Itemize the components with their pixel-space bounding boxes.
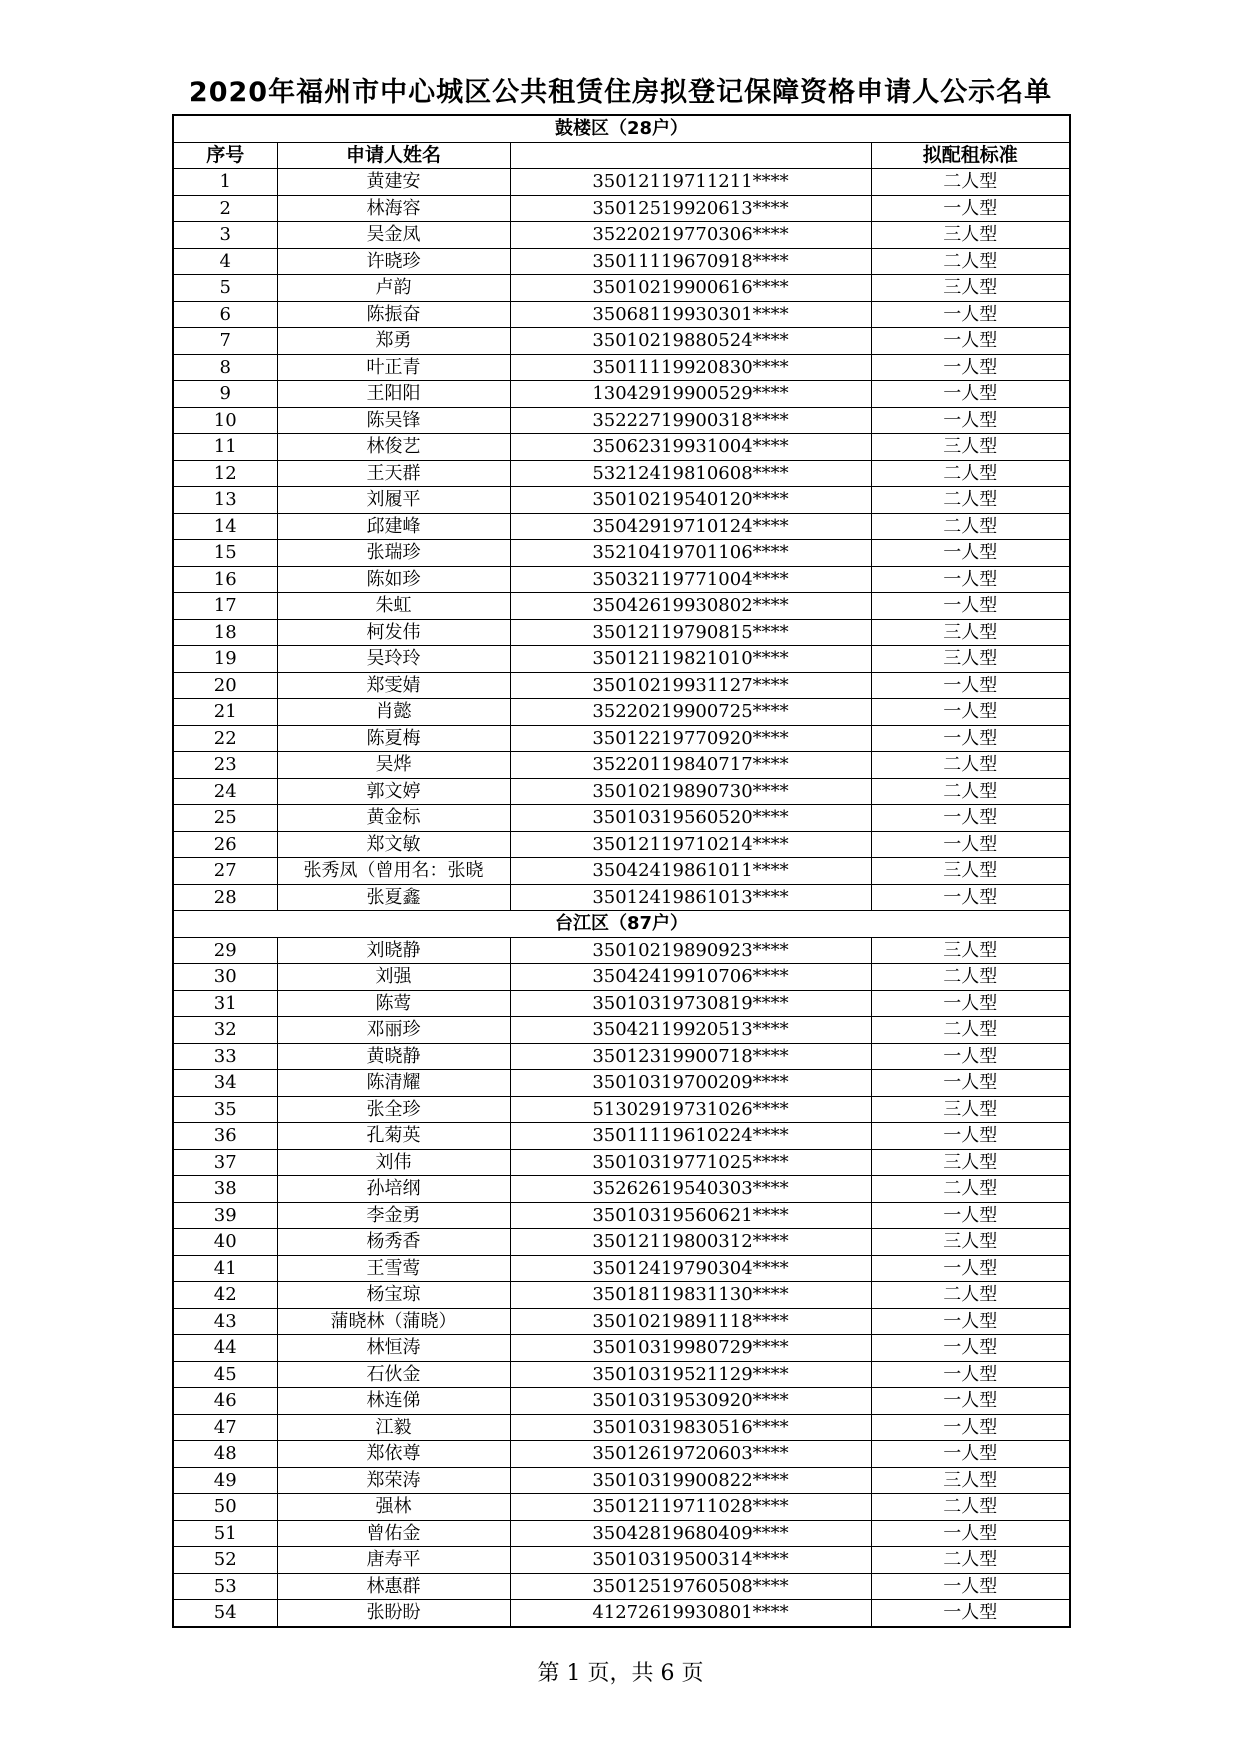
applicant-table — [172, 114, 1071, 1628]
row-name: 陈莺 — [277, 990, 510, 1017]
row-id: 35010319560621**** — [510, 1202, 871, 1229]
row-name: 郑荣涛 — [277, 1467, 510, 1494]
row-seq: 15 — [173, 540, 277, 567]
row-name: 陈清耀 — [277, 1070, 510, 1097]
row-name: 刘强 — [277, 964, 510, 991]
table-row — [173, 990, 1070, 1017]
row-name: 杨宝琼 — [277, 1282, 510, 1309]
table-row — [173, 1229, 1070, 1256]
row-type: 三人型 — [871, 275, 1070, 302]
row-seq: 28 — [173, 884, 277, 911]
row-seq: 52 — [173, 1547, 277, 1574]
row-type: 一人型 — [871, 884, 1070, 911]
table-row — [173, 328, 1070, 355]
row-name: 陈吴锋 — [277, 407, 510, 434]
row-name: 郑雯婧 — [277, 672, 510, 699]
row-id: 35010219900616**** — [510, 275, 871, 302]
table-row — [173, 487, 1070, 514]
row-id: 53212419810608**** — [510, 460, 871, 487]
row-type: 一人型 — [871, 990, 1070, 1017]
row-name: 黄晓静 — [277, 1043, 510, 1070]
row-type: 一人型 — [871, 1255, 1070, 1282]
row-seq: 20 — [173, 672, 277, 699]
row-id: 35012119821010**** — [510, 646, 871, 673]
row-type: 一人型 — [871, 1600, 1070, 1627]
row-id: 35012119790815**** — [510, 619, 871, 646]
row-seq: 34 — [173, 1070, 277, 1097]
header-type: 拟配租标准 — [871, 142, 1070, 169]
row-type: 二人型 — [871, 1547, 1070, 1574]
table-row — [173, 513, 1070, 540]
table-row — [173, 1308, 1070, 1335]
row-name: 陈振奋 — [277, 301, 510, 328]
header-seq: 序号 — [173, 142, 277, 169]
row-type: 一人型 — [871, 725, 1070, 752]
row-id: 35042419861011**** — [510, 858, 871, 885]
row-seq: 29 — [173, 937, 277, 964]
row-seq: 53 — [173, 1573, 277, 1600]
row-id: 35042119920513**** — [510, 1017, 871, 1044]
row-name: 张秀凤（曾用名：张晓 — [277, 858, 510, 885]
row-name: 刘伟 — [277, 1149, 510, 1176]
row-seq: 26 — [173, 831, 277, 858]
row-type: 一人型 — [871, 1573, 1070, 1600]
row-name: 邱建峰 — [277, 513, 510, 540]
row-name: 卢韵 — [277, 275, 510, 302]
row-type: 三人型 — [871, 222, 1070, 249]
table-row — [173, 540, 1070, 567]
row-seq: 51 — [173, 1520, 277, 1547]
table-row — [173, 460, 1070, 487]
row-type: 二人型 — [871, 1176, 1070, 1203]
table-row — [173, 1202, 1070, 1229]
row-id: 35010319980729**** — [510, 1335, 871, 1362]
row-seq: 42 — [173, 1282, 277, 1309]
row-type: 一人型 — [871, 1070, 1070, 1097]
row-seq: 18 — [173, 619, 277, 646]
table-row — [173, 169, 1070, 196]
row-seq: 50 — [173, 1494, 277, 1521]
row-id: 51302919731026**** — [510, 1096, 871, 1123]
row-id: 35010319700209**** — [510, 1070, 871, 1097]
page-footer: 第 1 页，共 6 页 — [537, 1661, 704, 1686]
row-name: 强林 — [277, 1494, 510, 1521]
row-seq: 19 — [173, 646, 277, 673]
row-type: 一人型 — [871, 1414, 1070, 1441]
row-id: 35210419701106**** — [510, 540, 871, 567]
row-name: 孙培纲 — [277, 1176, 510, 1203]
row-type: 一人型 — [871, 1202, 1070, 1229]
table-row — [173, 248, 1070, 275]
row-name: 林恒涛 — [277, 1335, 510, 1362]
table-row — [173, 1070, 1070, 1097]
table-row — [173, 1282, 1070, 1309]
table-row — [173, 1043, 1070, 1070]
table-row — [173, 222, 1070, 249]
table-row — [173, 275, 1070, 302]
row-type: 一人型 — [871, 1361, 1070, 1388]
row-type: 一人型 — [871, 328, 1070, 355]
row-type: 二人型 — [871, 248, 1070, 275]
row-type: 二人型 — [871, 778, 1070, 805]
row-name: 张夏鑫 — [277, 884, 510, 911]
row-seq: 16 — [173, 566, 277, 593]
row-name: 孔菊英 — [277, 1123, 510, 1150]
table-row — [173, 1176, 1070, 1203]
row-type: 二人型 — [871, 1282, 1070, 1309]
row-id: 35062319931004**** — [510, 434, 871, 461]
table-row — [173, 646, 1070, 673]
row-seq: 39 — [173, 1202, 277, 1229]
row-seq: 40 — [173, 1229, 277, 1256]
table-row — [173, 672, 1070, 699]
row-id: 35010219931127**** — [510, 672, 871, 699]
row-seq: 47 — [173, 1414, 277, 1441]
row-seq: 36 — [173, 1123, 277, 1150]
row-type: 一人型 — [871, 831, 1070, 858]
table-row — [173, 1600, 1070, 1627]
section-row — [173, 115, 1070, 142]
row-id: 35012419790304**** — [510, 1255, 871, 1282]
table-row — [173, 1547, 1070, 1574]
row-id: 35011119670918**** — [510, 248, 871, 275]
header-row — [173, 142, 1070, 169]
table-row — [173, 1096, 1070, 1123]
row-id: 35222719900318**** — [510, 407, 871, 434]
section-label: 鼓楼区（28户） — [173, 115, 1070, 142]
row-name: 唐寿平 — [277, 1547, 510, 1574]
table-row — [173, 1149, 1070, 1176]
row-seq: 4 — [173, 248, 277, 275]
row-name: 朱虹 — [277, 593, 510, 620]
row-name: 柯发伟 — [277, 619, 510, 646]
row-id: 13042919900529**** — [510, 381, 871, 408]
row-type: 三人型 — [871, 858, 1070, 885]
row-seq: 6 — [173, 301, 277, 328]
row-type: 一人型 — [871, 1123, 1070, 1150]
row-name: 张瑞珍 — [277, 540, 510, 567]
row-seq: 41 — [173, 1255, 277, 1282]
row-name: 李金勇 — [277, 1202, 510, 1229]
row-seq: 33 — [173, 1043, 277, 1070]
row-id: 35012219770920**** — [510, 725, 871, 752]
row-type: 一人型 — [871, 1335, 1070, 1362]
table-row — [173, 1494, 1070, 1521]
table-row — [173, 858, 1070, 885]
row-id: 35010319771025**** — [510, 1149, 871, 1176]
row-type: 二人型 — [871, 513, 1070, 540]
row-type: 二人型 — [871, 460, 1070, 487]
row-id: 35012419861013**** — [510, 884, 871, 911]
row-id: 35010319521129**** — [510, 1361, 871, 1388]
row-type: 一人型 — [871, 301, 1070, 328]
table-row — [173, 566, 1070, 593]
row-name: 吴金凤 — [277, 222, 510, 249]
table-row — [173, 1441, 1070, 1468]
section-label: 台江区（87户） — [173, 911, 1070, 938]
row-id: 35011119920830**** — [510, 354, 871, 381]
table-row — [173, 407, 1070, 434]
row-type: 三人型 — [871, 434, 1070, 461]
row-type: 二人型 — [871, 169, 1070, 196]
row-name: 张盼盼 — [277, 1600, 510, 1627]
row-type: 一人型 — [871, 699, 1070, 726]
row-name: 林海容 — [277, 195, 510, 222]
row-name: 郑文敏 — [277, 831, 510, 858]
row-seq: 3 — [173, 222, 277, 249]
row-type: 三人型 — [871, 1467, 1070, 1494]
table-row — [173, 354, 1070, 381]
row-id: 35010219891118**** — [510, 1308, 871, 1335]
row-id: 35042819680409**** — [510, 1520, 871, 1547]
row-id: 35042619930802**** — [510, 593, 871, 620]
row-id: 35010219890730**** — [510, 778, 871, 805]
table-row — [173, 937, 1070, 964]
row-id: 35010219880524**** — [510, 328, 871, 355]
table-row — [173, 593, 1070, 620]
row-seq: 37 — [173, 1149, 277, 1176]
row-seq: 24 — [173, 778, 277, 805]
table-row — [173, 301, 1070, 328]
row-name: 杨秀香 — [277, 1229, 510, 1256]
row-id: 35010219890923**** — [510, 937, 871, 964]
row-type: 三人型 — [871, 646, 1070, 673]
row-seq: 27 — [173, 858, 277, 885]
row-name: 黄建安 — [277, 169, 510, 196]
row-name: 叶正青 — [277, 354, 510, 381]
table-row — [173, 1388, 1070, 1415]
row-name: 邓丽珍 — [277, 1017, 510, 1044]
table-row — [173, 195, 1070, 222]
section-row — [173, 911, 1070, 938]
row-id: 35012319900718**** — [510, 1043, 871, 1070]
row-type: 一人型 — [871, 566, 1070, 593]
row-id: 35010319560520**** — [510, 805, 871, 832]
table-row — [173, 725, 1070, 752]
row-seq: 14 — [173, 513, 277, 540]
row-name: 陈如珍 — [277, 566, 510, 593]
row-seq: 12 — [173, 460, 277, 487]
table-row — [173, 1017, 1070, 1044]
row-id: 35042919710124**** — [510, 513, 871, 540]
table-row — [173, 1335, 1070, 1362]
table-row — [173, 831, 1070, 858]
row-seq: 25 — [173, 805, 277, 832]
page-title: 2020年福州市中心城区公共租赁住房拟登记保障资格申请人公示名单 — [188, 77, 1053, 108]
row-seq: 22 — [173, 725, 277, 752]
row-seq: 44 — [173, 1335, 277, 1362]
row-type: 一人型 — [871, 195, 1070, 222]
row-name: 许晓珍 — [277, 248, 510, 275]
table-row — [173, 381, 1070, 408]
row-seq: 30 — [173, 964, 277, 991]
row-id: 35012119711028**** — [510, 1494, 871, 1521]
table-row — [173, 699, 1070, 726]
row-type: 一人型 — [871, 1388, 1070, 1415]
row-id: 35010219540120**** — [510, 487, 871, 514]
table-row — [173, 1361, 1070, 1388]
row-id: 35220119840717**** — [510, 752, 871, 779]
row-type: 一人型 — [871, 1043, 1070, 1070]
row-id: 35012619720603**** — [510, 1441, 871, 1468]
row-id: 35012119711211**** — [510, 169, 871, 196]
row-name: 王阳阳 — [277, 381, 510, 408]
row-name: 林连俤 — [277, 1388, 510, 1415]
row-type: 二人型 — [871, 1017, 1070, 1044]
row-type: 一人型 — [871, 407, 1070, 434]
row-seq: 2 — [173, 195, 277, 222]
row-seq: 32 — [173, 1017, 277, 1044]
table-row — [173, 778, 1070, 805]
table-row — [173, 1573, 1070, 1600]
row-id: 35010319830516**** — [510, 1414, 871, 1441]
row-type: 一人型 — [871, 1308, 1070, 1335]
row-id: 35012119710214**** — [510, 831, 871, 858]
row-name: 王天群 — [277, 460, 510, 487]
row-id: 35068119930301**** — [510, 301, 871, 328]
row-type: 三人型 — [871, 1149, 1070, 1176]
table-row — [173, 1123, 1070, 1150]
row-name: 陈夏梅 — [277, 725, 510, 752]
row-seq: 11 — [173, 434, 277, 461]
row-type: 一人型 — [871, 381, 1070, 408]
row-type: 三人型 — [871, 619, 1070, 646]
row-type: 一人型 — [871, 805, 1070, 832]
row-type: 一人型 — [871, 540, 1070, 567]
row-type: 一人型 — [871, 593, 1070, 620]
row-seq: 7 — [173, 328, 277, 355]
table-row — [173, 1414, 1070, 1441]
row-seq: 31 — [173, 990, 277, 1017]
row-name: 黄金标 — [277, 805, 510, 832]
row-id: 35012519760508**** — [510, 1573, 871, 1600]
table-row — [173, 1467, 1070, 1494]
row-name: 郭文婷 — [277, 778, 510, 805]
row-id: 35010319900822**** — [510, 1467, 871, 1494]
row-id: 35262619540303**** — [510, 1176, 871, 1203]
row-name: 刘履平 — [277, 487, 510, 514]
row-seq: 21 — [173, 699, 277, 726]
row-name: 石伙金 — [277, 1361, 510, 1388]
row-name: 曾佑金 — [277, 1520, 510, 1547]
row-seq: 9 — [173, 381, 277, 408]
row-id: 35018119831130**** — [510, 1282, 871, 1309]
table-row — [173, 884, 1070, 911]
row-seq: 17 — [173, 593, 277, 620]
row-seq: 8 — [173, 354, 277, 381]
row-id: 35010319730819**** — [510, 990, 871, 1017]
row-id: 35012519920613**** — [510, 195, 871, 222]
row-seq: 54 — [173, 1600, 277, 1627]
row-type: 二人型 — [871, 1494, 1070, 1521]
table-row — [173, 1520, 1070, 1547]
table-row — [173, 619, 1070, 646]
row-name: 王雪莺 — [277, 1255, 510, 1282]
row-seq: 35 — [173, 1096, 277, 1123]
row-id: 35012119800312**** — [510, 1229, 871, 1256]
table-row — [173, 434, 1070, 461]
row-type: 一人型 — [871, 354, 1070, 381]
header-id — [510, 142, 871, 169]
row-id: 35010319500314**** — [510, 1547, 871, 1574]
row-type: 二人型 — [871, 752, 1070, 779]
row-id: 35011119610224**** — [510, 1123, 871, 1150]
row-type: 三人型 — [871, 1229, 1070, 1256]
row-seq: 43 — [173, 1308, 277, 1335]
row-seq: 38 — [173, 1176, 277, 1203]
table-row — [173, 805, 1070, 832]
row-type: 二人型 — [871, 487, 1070, 514]
row-seq: 5 — [173, 275, 277, 302]
row-name: 郑依尊 — [277, 1441, 510, 1468]
row-type: 一人型 — [871, 1520, 1070, 1547]
row-name: 刘晓静 — [277, 937, 510, 964]
row-id: 35220219770306**** — [510, 222, 871, 249]
table-row — [173, 964, 1070, 991]
row-seq: 13 — [173, 487, 277, 514]
row-name: 吴玲玲 — [277, 646, 510, 673]
row-seq: 49 — [173, 1467, 277, 1494]
row-seq: 1 — [173, 169, 277, 196]
table-row — [173, 752, 1070, 779]
row-name: 吴烨 — [277, 752, 510, 779]
table-row — [173, 1255, 1070, 1282]
row-name: 林俊艺 — [277, 434, 510, 461]
row-seq: 48 — [173, 1441, 277, 1468]
row-id: 35010319530920**** — [510, 1388, 871, 1415]
row-type: 三人型 — [871, 1096, 1070, 1123]
row-type: 一人型 — [871, 672, 1070, 699]
row-seq: 46 — [173, 1388, 277, 1415]
row-id: 35032119771004**** — [510, 566, 871, 593]
row-id: 35220219900725**** — [510, 699, 871, 726]
row-name: 蒲晓林（蒲晓） — [277, 1308, 510, 1335]
row-name: 郑勇 — [277, 328, 510, 355]
row-id: 35042419910706**** — [510, 964, 871, 991]
row-seq: 45 — [173, 1361, 277, 1388]
row-name: 肖懿 — [277, 699, 510, 726]
row-seq: 23 — [173, 752, 277, 779]
header-name: 申请人姓名 — [277, 142, 510, 169]
row-type: 一人型 — [871, 1441, 1070, 1468]
row-name: 张全珍 — [277, 1096, 510, 1123]
row-name: 林惠群 — [277, 1573, 510, 1600]
row-seq: 10 — [173, 407, 277, 434]
row-id: 41272619930801**** — [510, 1600, 871, 1627]
row-type: 二人型 — [871, 964, 1070, 991]
row-type: 三人型 — [871, 937, 1070, 964]
row-name: 江毅 — [277, 1414, 510, 1441]
